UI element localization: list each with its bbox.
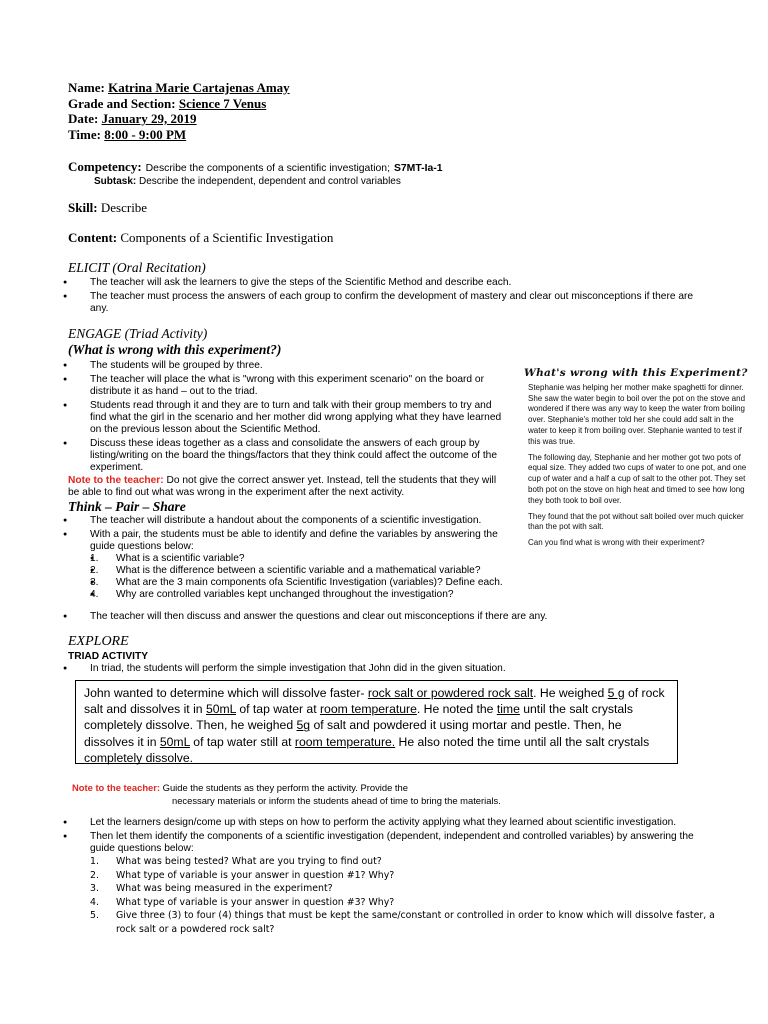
question-item: [90, 855, 730, 869]
elicit-title: ELICIT (Oral Recitation): [68, 260, 206, 275]
question-text: What type of variable is your answer in question #1? Why?: [116, 869, 395, 881]
date-value: January 29, 2019: [101, 111, 197, 126]
box-text: . He weighed: [533, 686, 608, 700]
engage-title-block: [68, 326, 281, 358]
content-label: Content:: [68, 230, 118, 245]
engage-subtitle: (What is wrong with this experiment?): [68, 342, 282, 357]
tps-bullet2-text: With a pair, the students must be able to identify and define the variables by answering the guide questions below:: [90, 529, 498, 552]
engage-note: [68, 475, 508, 499]
content-line: [68, 230, 333, 246]
question-item: [90, 896, 730, 910]
elicit-list: [63, 277, 713, 315]
list-item: ● Students read through it and they are to turn and talk with their group members to try and find what the girl in the scenario and her mother did wrong applying what they have learned on the previous lesson about the Scientific Method.: [63, 400, 503, 436]
competency-code: S7MT-Ia-1: [393, 163, 443, 174]
question-text: What was being measured in the experiment?: [116, 883, 333, 895]
box-text: . He noted the: [416, 702, 497, 717]
header-block: [68, 80, 290, 142]
question-text: Give three (3) to four (4) things that must be kept the same/constant or controlled in order to know which will dissolve faster, a rock salt or a powdered rock salt?: [116, 910, 715, 935]
question-item: [90, 553, 503, 565]
grade-line: [68, 96, 290, 112]
question-item: [90, 577, 503, 589]
question-text: What are the 3 main components ofa Scientific Investigation (variables)? Define each.: [116, 577, 503, 588]
content-value: Components of a Scientific Investigation: [120, 230, 334, 245]
question-text: What is a scientific variable?: [116, 553, 245, 564]
list-item: ● In triad, the students will perform the simple investigation that John did in the given situation.: [63, 663, 713, 675]
tps-list-2: [63, 611, 713, 623]
question-num: 2.: [90, 869, 99, 881]
box-underline: room temperature.: [294, 734, 396, 749]
time-line: [68, 127, 290, 143]
list-item: ● The teacher will ask the learners to give the steps of the Scientific Method and describe each.: [63, 277, 713, 289]
question-num: 3.: [90, 883, 99, 895]
box-underline: 50mL: [205, 702, 236, 717]
question-num: 5.: [90, 910, 99, 922]
box-text: John wanted to determine which will dissolve faster-: [84, 686, 368, 700]
list-item: ● The students will be grouped by three.: [63, 360, 503, 372]
box-underline: 50mL: [159, 734, 190, 749]
question-text: Why are controlled variables kept unchanged throughout the investigation?: [116, 589, 454, 600]
box-underline: room temperature: [320, 702, 417, 717]
name-label: Name:: [68, 80, 105, 95]
box-underline: 5 g: [607, 686, 625, 700]
note-label: Note to the teacher:: [72, 782, 161, 793]
question-num: 1.: [90, 856, 99, 867]
scenario-paragraph: The following day, Stephanie and her mother got two pots of equal size. They added two cups of water to one pot, and one cup of water and a half a cup of salt to the other pot. They set both pot on the stove on high heat and timed to see how long they both took to boil over.: [528, 452, 747, 505]
skill-label: Skill:: [68, 200, 98, 215]
box-text: of rock salt and dissolves it in: [84, 686, 665, 717]
question-item: [90, 589, 503, 601]
list-item: ● The teacher will place the what is "wrong with this experiment scenario" on the board or distribute it as hand – out to the triad.: [63, 374, 503, 398]
scenario-paragraph: Stephanie was helping her mother make spaghetti for dinner. She saw the water begin to boil over the pot on the stove and wondered if there was any way to keep the water from boiling over. Stephanie's mother told her she could add salt in the water to keep it from boiling over. Stephanie wanted to test if this was true.: [528, 382, 746, 446]
grade-value: Science 7 Venus: [178, 95, 267, 111]
box-text: of tap water at: [235, 702, 320, 717]
tps-title: Think – Pair – Share: [68, 499, 186, 514]
note-text: Do not give the correct answer yet. Instead, tell the students that they will be able to find out what was wrong in the experiment after the next activity.: [68, 475, 497, 498]
question-text: What is the difference between a scientific variable and a mathematical variable?: [116, 565, 481, 576]
date-line: [68, 111, 290, 127]
question-num: 4.: [90, 896, 99, 908]
engage-title: ENGAGE (Triad Activity): [68, 326, 208, 341]
triad-label: TRIAD ACTIVITY: [68, 651, 148, 662]
tps-list: [63, 515, 503, 601]
explore-note: [72, 781, 501, 807]
grade-label: Grade and Section:: [68, 95, 176, 111]
question-num: ● 1.: [90, 553, 99, 564]
explore-list-2: [63, 817, 713, 855]
skill-value: Describe: [100, 200, 148, 215]
tps-questions: [90, 553, 503, 601]
john-scenario-box: [75, 680, 678, 764]
box-text: of salt and powdered it using mortar and pestle. Then, he dissolves it in: [84, 718, 622, 749]
scenario-paragraph: Can you find what is wrong with their experiment?: [528, 538, 705, 548]
question-num: ● 4.: [90, 589, 99, 600]
list-item: [63, 529, 503, 601]
box-underline: 5g: [296, 718, 311, 733]
question-item: [90, 869, 730, 883]
explore-list: [63, 663, 713, 675]
competency-label: Competency:: [68, 159, 142, 174]
question-item: [90, 882, 730, 896]
name-value: Katrina Marie Cartajenas Amay: [108, 80, 290, 95]
time-value: 8:00 - 9:00 PM: [104, 126, 187, 142]
date-label: Date:: [68, 111, 99, 126]
name-line: [68, 80, 290, 96]
box-text: until the salt crystals completely dissolve. Then, he weighed: [84, 702, 633, 733]
subtask-label: Subtask:: [94, 176, 137, 187]
note-text: necessary materials or inform the students ahead of time to bring the materials.: [172, 795, 501, 806]
engage-list: [63, 360, 503, 474]
explore-questions: [90, 855, 730, 937]
list-item: ● Let the learners design/come up with steps on how to perform the activity applying what they learned about scientific investigation.: [63, 817, 713, 829]
list-item: ● The teacher will distribute a handout about the components of a scientific investigation.: [63, 515, 503, 527]
time-label: Time:: [68, 126, 101, 142]
question-num: ● 3.: [90, 577, 99, 588]
explore-title: EXPLORE: [68, 634, 129, 649]
subtask-text: Describe the independent, dependent and control variables: [139, 176, 401, 187]
question-num: ● 2.: [90, 565, 99, 576]
question-text: What was being tested? What are you trying to find out?: [116, 856, 382, 867]
box-underline: time: [496, 702, 520, 717]
scenario-title: What's wrong with this Experiment?: [524, 367, 748, 379]
competency-text: Describe the components of a scientific investigation;: [145, 163, 390, 174]
list-item: ● Then let them identify the components of a scientific investigation (dependent, independent and controlled variables) by answering the guide questions below:: [63, 831, 713, 855]
list-item: ● Discuss these ideas together as a class and consolidate the answers of each group by listing/writing on the board the things/factors that they think could affect the outcome of the experiment.: [63, 438, 503, 474]
box-underline: rock salt or powdered rock salt: [367, 686, 534, 700]
skill-line: [68, 200, 147, 216]
list-item: ● The teacher will then discuss and answer the questions and clear out misconceptions if there are any.: [63, 611, 713, 623]
question-item: [90, 909, 730, 936]
list-item: ● The teacher must process the answers of each group to confirm the development of mastery and clear out misconceptions if there are any.: [63, 291, 713, 315]
box-text: of tap water still at: [189, 734, 295, 749]
question-text: What type of variable is your answer in question #3? Why?: [116, 896, 395, 908]
scenario-panel: [524, 367, 754, 554]
competency-block: [68, 158, 728, 187]
box-text: He also noted the time until all the salt crystals completely dissolve.: [84, 734, 650, 765]
note-label: Note to the teacher:: [68, 475, 164, 486]
note-text: Guide the students as they perform the activity. Provide the: [162, 782, 408, 793]
scenario-paragraph: They found that the pot without salt boiled over much quicker than the pot with salt.: [528, 511, 744, 532]
question-item: [90, 565, 503, 577]
